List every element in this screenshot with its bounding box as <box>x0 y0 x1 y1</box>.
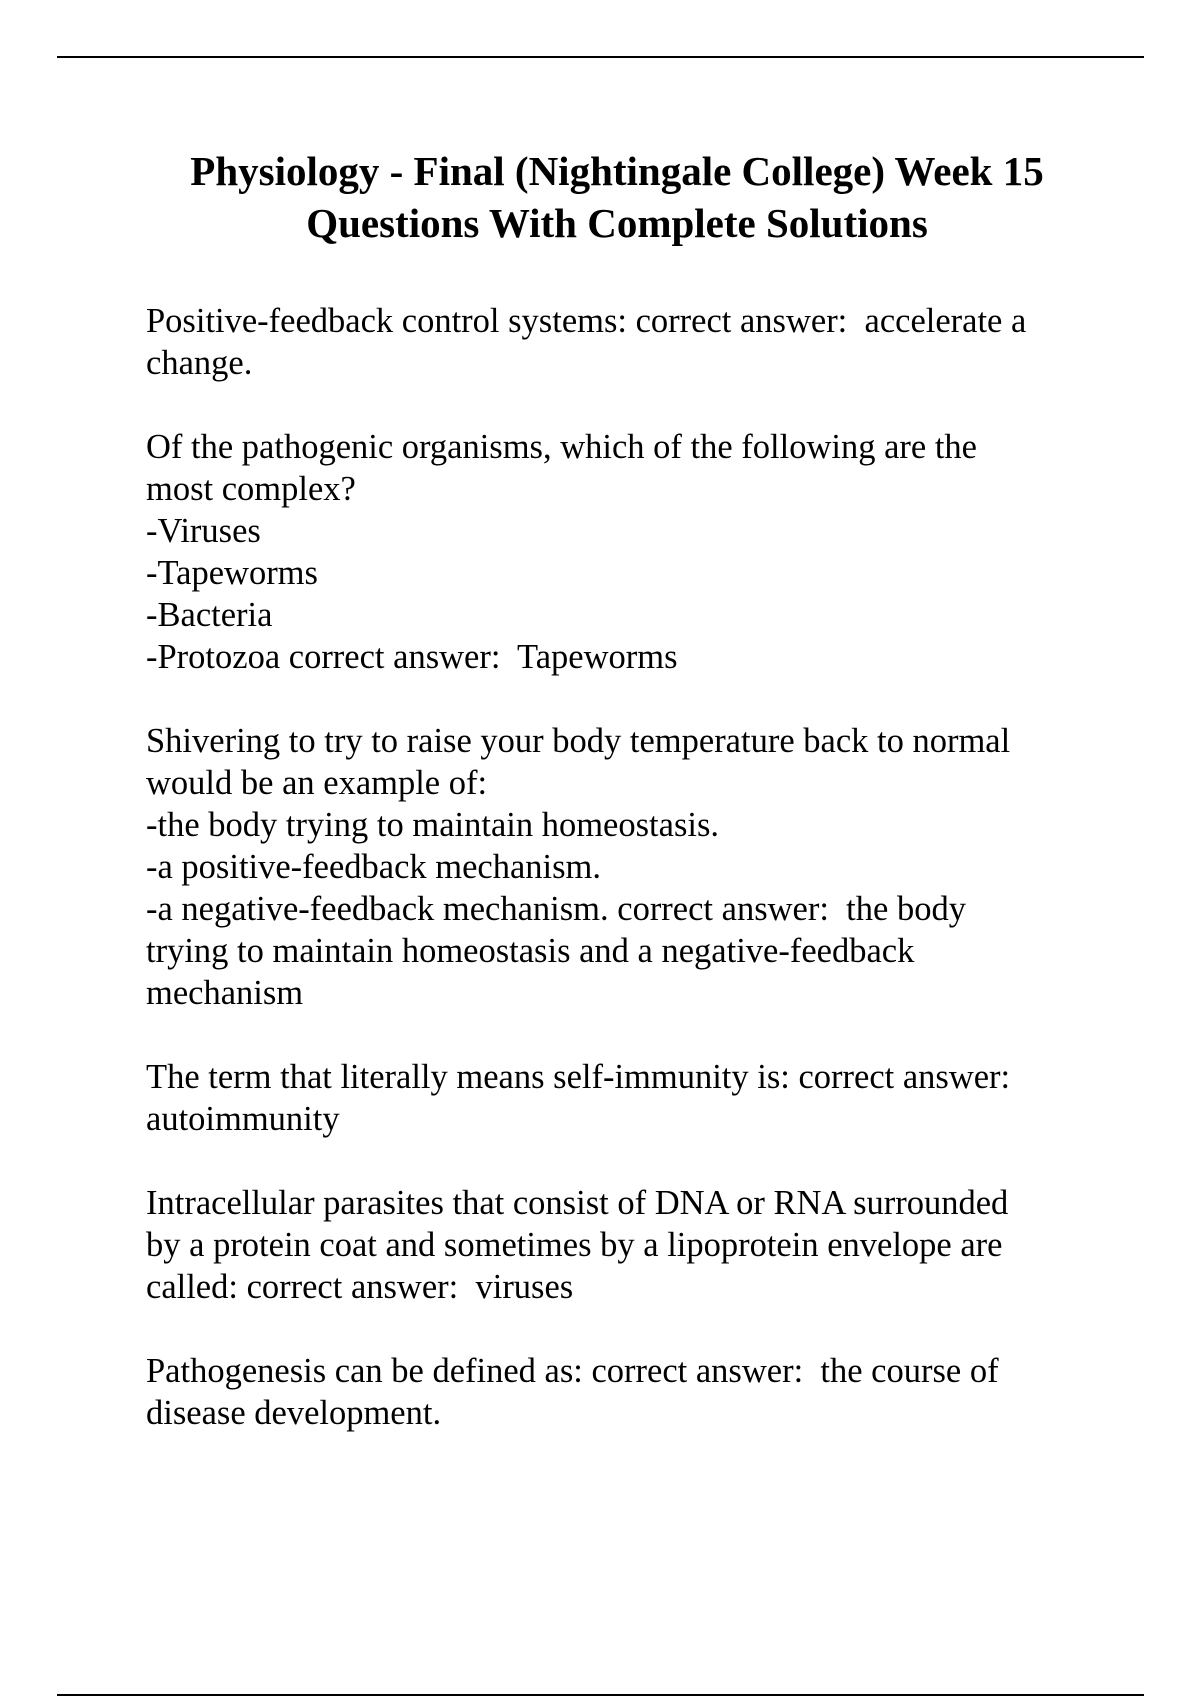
qa-item-self-immunity <box>146 1056 1116 1140</box>
qa-item-positive-feedback <box>146 300 1116 384</box>
qa-line: -a negative-feedback mechanism. correct answer: the body <box>146 890 966 928</box>
qa-line: Pathogenesis can be defined as: correct answer: the course of <box>146 1352 999 1390</box>
qa-item-intracellular-parasites <box>146 1182 1116 1308</box>
document-title <box>140 145 1094 249</box>
title-line: Questions With Complete Solutions <box>306 200 928 246</box>
qa-item-pathogenic-organisms <box>146 426 1116 678</box>
qa-line: called: correct answer: viruses <box>146 1268 574 1306</box>
qa-line: autoimmunity <box>146 1100 340 1138</box>
qa-line: -Protozoa correct answer: Tapeworms <box>146 638 678 676</box>
qa-list <box>146 300 1116 1476</box>
qa-line: -Bacteria <box>146 596 273 634</box>
qa-line: Shivering to try to raise your body temperature back to normal <box>146 722 1011 760</box>
bottom-rule <box>57 1694 1144 1696</box>
qa-line: would be an example of: <box>146 764 488 802</box>
qa-line: trying to maintain homeostasis and a negative-feedback <box>146 932 915 970</box>
top-rule <box>57 56 1144 58</box>
title-line: Physiology - Final (Nightingale College) Week 15 <box>190 148 1044 194</box>
qa-line: Positive-feedback control systems: correct answer: accelerate a <box>146 302 1027 340</box>
qa-item-pathogenesis <box>146 1350 1116 1434</box>
qa-line: most complex? <box>146 470 356 508</box>
qa-line: -the body trying to maintain homeostasis. <box>146 806 720 844</box>
qa-line: disease development. <box>146 1394 442 1432</box>
qa-line: The term that literally means self-immunity is: correct answer: <box>146 1058 1011 1096</box>
qa-line: Of the pathogenic organisms, which of the following are the <box>146 428 977 466</box>
qa-line: mechanism <box>146 974 304 1012</box>
qa-line: by a protein coat and sometimes by a lipoprotein envelope are <box>146 1226 1003 1264</box>
qa-line: Intracellular parasites that consist of DNA or RNA surrounded <box>146 1184 1009 1222</box>
qa-line: change. <box>146 344 253 382</box>
qa-line: -Viruses <box>146 512 261 550</box>
qa-item-shivering <box>146 720 1116 1014</box>
qa-line: -Tapeworms <box>146 554 318 592</box>
qa-line: -a positive-feedback mechanism. <box>146 848 602 886</box>
